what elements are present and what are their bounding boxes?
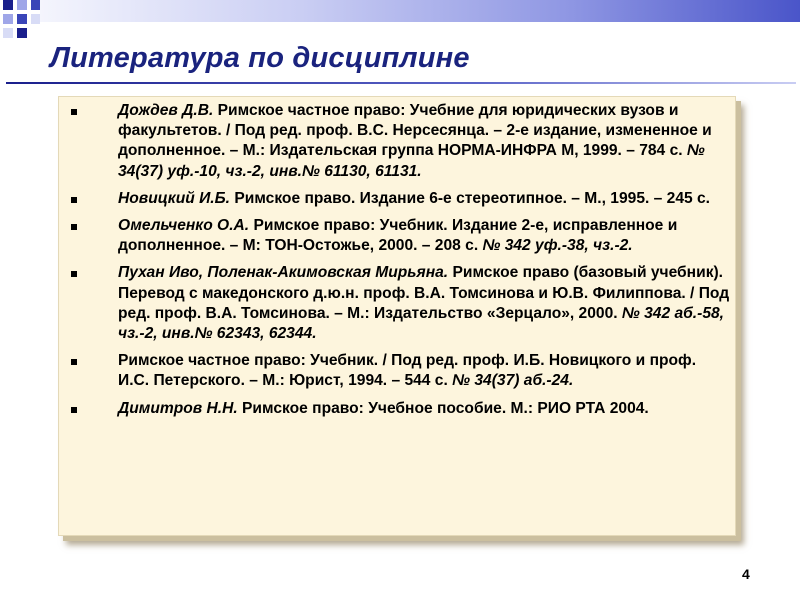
reference-item <box>62 216 730 256</box>
bullet-icon <box>71 271 77 277</box>
reference-author: Димитров Н.Н. <box>118 399 238 417</box>
decor-square <box>3 28 13 38</box>
reference-author: Омельченко О.А. <box>118 217 250 235</box>
decor-square <box>17 28 27 38</box>
page-number: 4 <box>742 566 750 582</box>
decor-square <box>3 0 13 10</box>
reference-text: Римское частное право: Учебник. / Под ред. проф. И.Б. Новицкого и проф. И.С. Петерского. – М.: Юрист, 1994. – 544 с. <box>118 352 697 390</box>
reference-author: Новицкий И.Б. <box>118 189 231 207</box>
bullet-icon <box>71 197 77 203</box>
reference-author: Дождев Д.В. <box>118 102 214 119</box>
bullet-icon <box>71 224 77 230</box>
header-gradient-band <box>40 0 800 22</box>
reference-shelfmark: № 342 аб.-58, чз.-2, инв.№ 62343, 62344. <box>118 304 725 343</box>
reference-item <box>62 101 730 182</box>
decor-square <box>3 14 13 24</box>
reference-text: Римское право (базовый учебник). Перевод с македонского д.ю.н. проф. В.А. Томсинова и Ю.В. Филиппова. / Под ред. проф. В.А. Томсинова. – М.: Издательство «Зерцало», 2000. <box>118 264 730 322</box>
decor-square <box>17 14 27 24</box>
reference-list <box>62 101 730 426</box>
bullet-icon <box>71 407 77 413</box>
bullet-icon <box>71 109 77 115</box>
title-underline <box>6 82 796 84</box>
bullet-icon <box>71 359 77 365</box>
slide-title: Литература по дисциплине <box>50 42 470 74</box>
reference-shelfmark: № 342 уф.-38, чз.-2. <box>482 237 633 255</box>
reference-item <box>62 263 730 344</box>
reference-text: Римское частное право: Учебние для юридических вузов и факультетов. / Под ред. проф. В.С. Нерсесянца. – 2-е издание, измененное и дополненное. – М.: Издательская группа НОРМА-ИНФРА М, 1999. – 784 с. <box>118 102 712 160</box>
reference-item <box>62 351 730 391</box>
reference-text: Римское право: Учебник. Издание 2-е, исправленное и дополненное. – М: ТОН-Остожье, 2000. – 208 с. <box>118 217 678 255</box>
decor-square <box>17 0 27 10</box>
reference-shelfmark: № 34(37) аб.-24. <box>452 372 574 390</box>
reference-shelfmark: № 34(37) уф.-10, чз.-2, инв.№ 61130, 61131. <box>118 142 705 180</box>
reference-text: Римское право. Издание 6-е стереотипное. – М., 1995. – 245 с. <box>230 189 711 207</box>
decor-square <box>31 0 40 10</box>
reference-item <box>62 189 730 209</box>
reference-author: Пухан Иво, Поленак-Акимовская Мирьяна. <box>118 264 449 282</box>
reference-text: Римское право: Учебное пособие. М.: РИО РТА 2004. <box>237 399 649 417</box>
decor-square <box>31 14 40 24</box>
reference-item <box>62 399 730 419</box>
